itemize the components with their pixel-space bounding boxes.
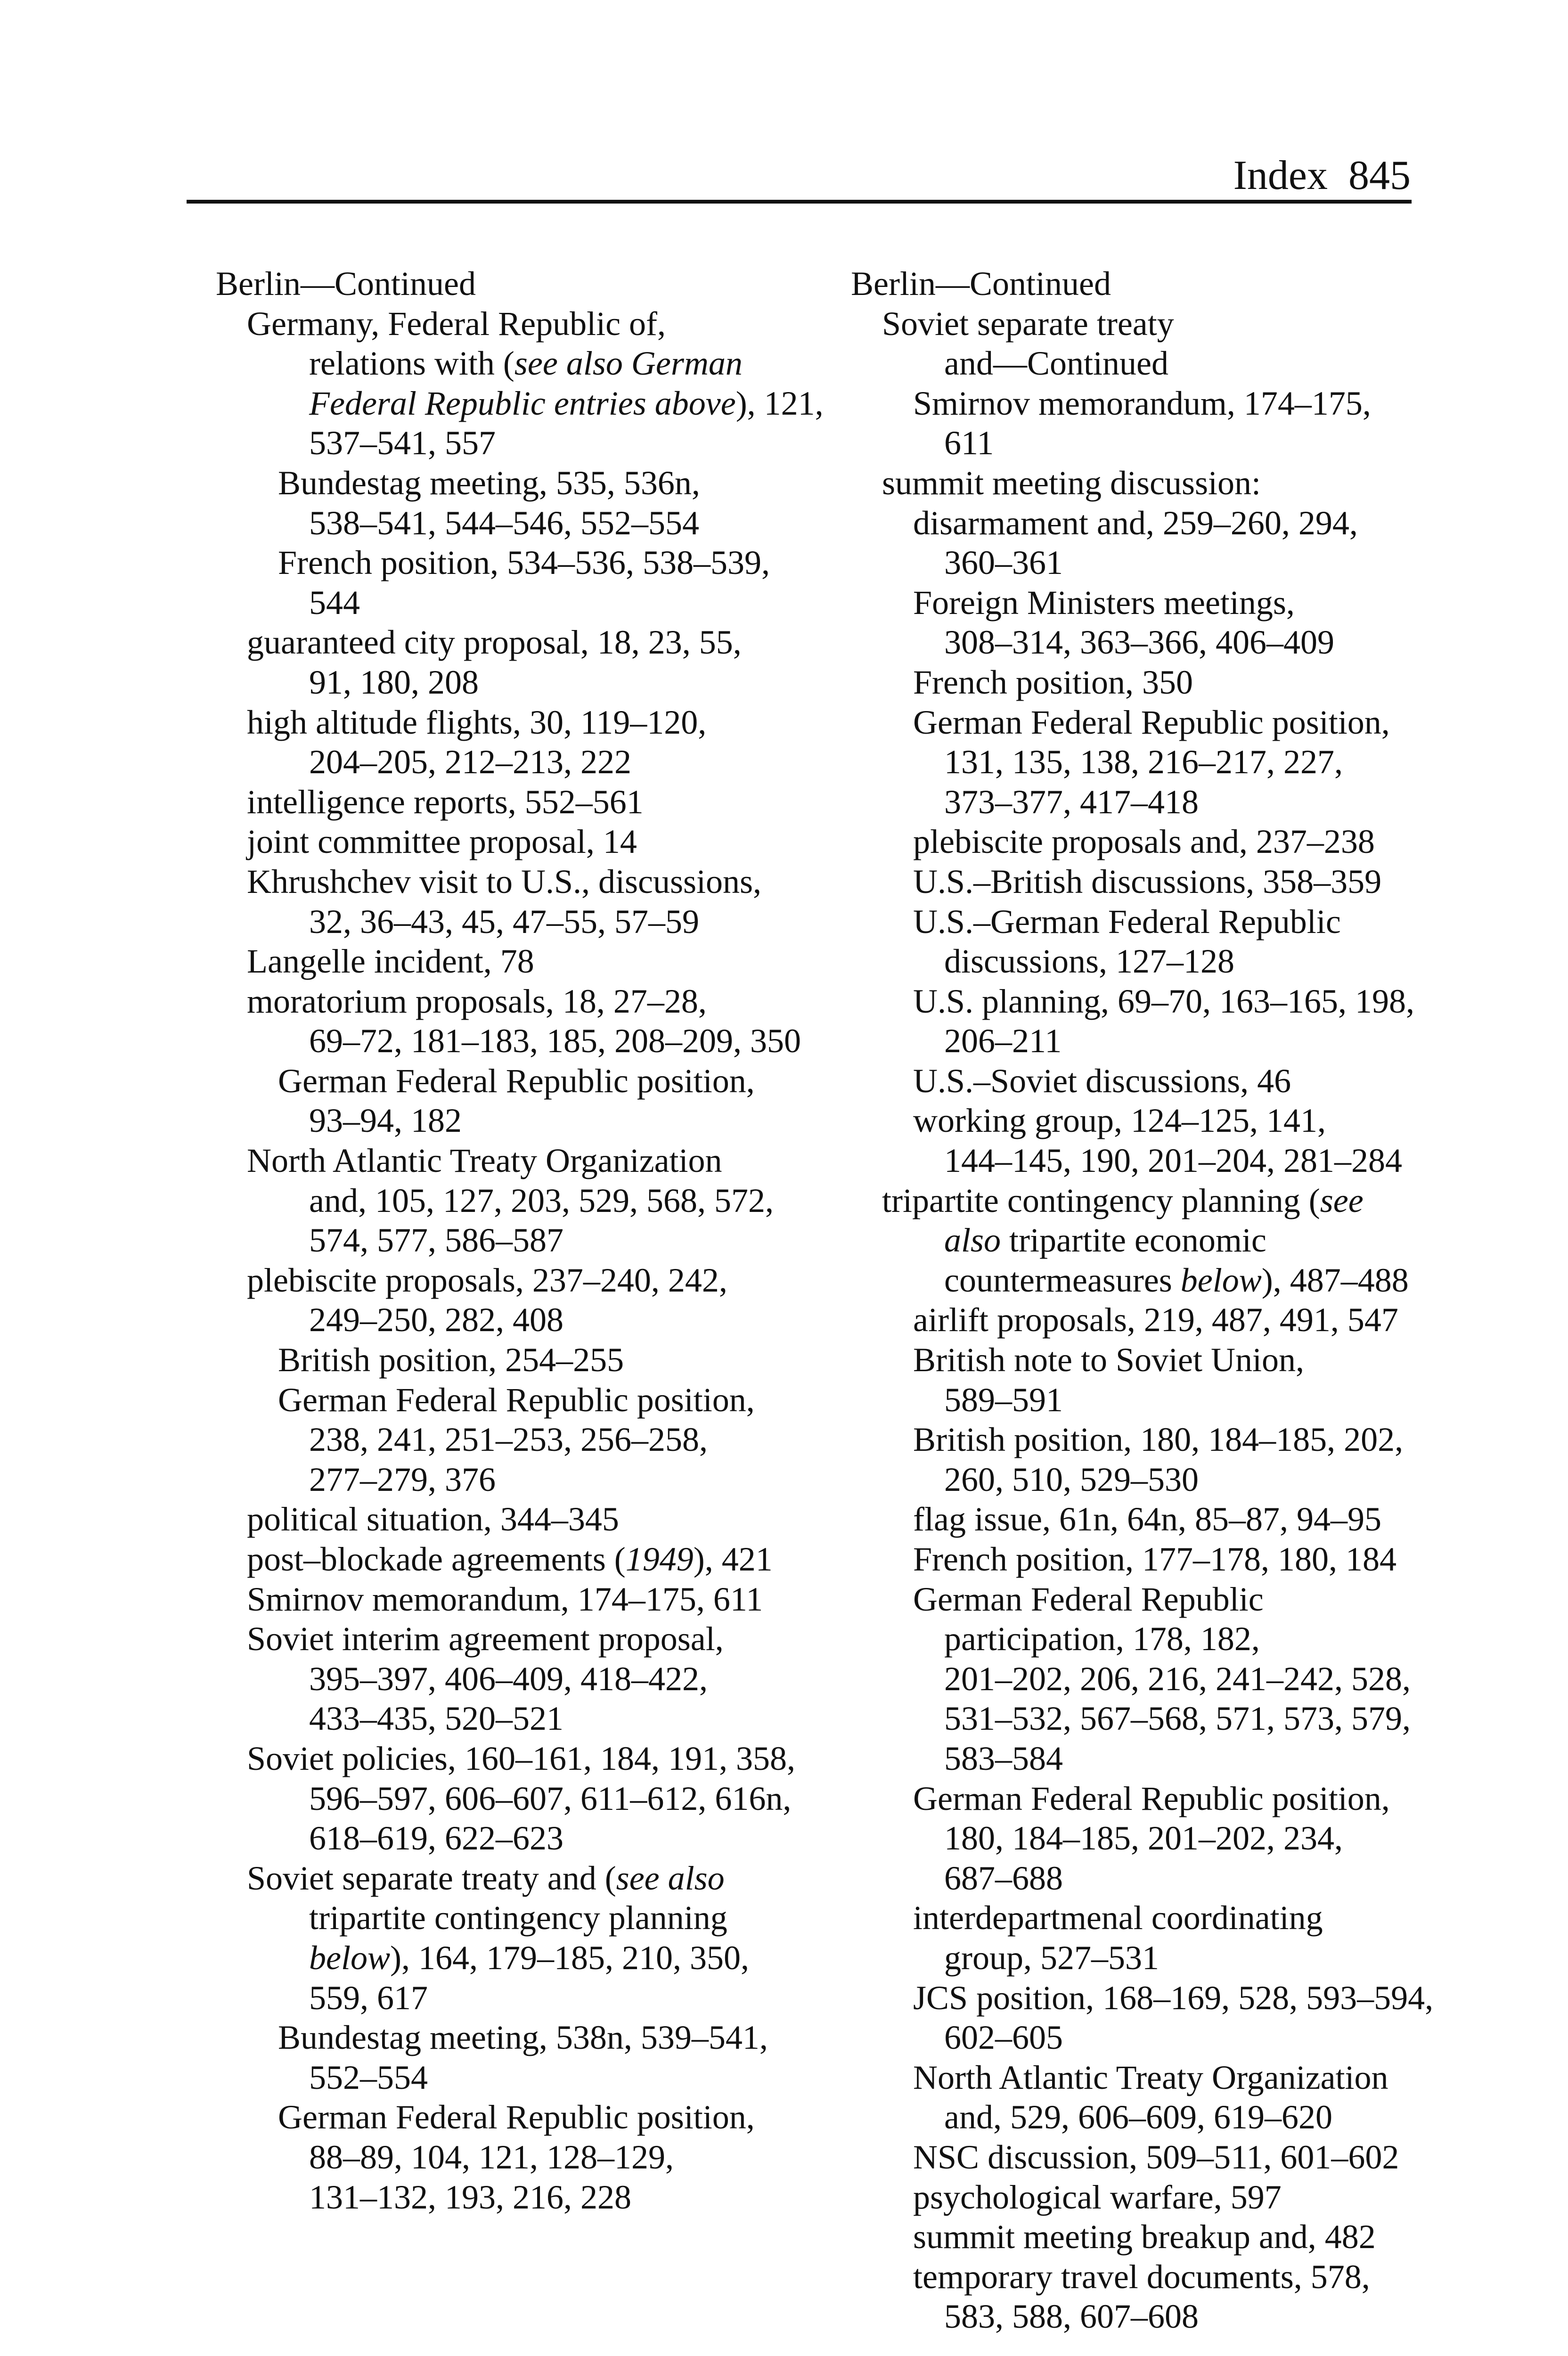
- index-line: 537–541, 557: [309, 424, 496, 462]
- index-line-run: ), 421: [693, 1540, 773, 1578]
- index-line: [216, 1858, 809, 1898]
- index-line: 559, 617: [309, 1979, 428, 2017]
- index-line: tripartite contingency planning: [309, 1899, 727, 1937]
- index-line: 238, 241, 251–253, 256–258,: [309, 1421, 708, 1459]
- index-line: temporary travel documents, 578,: [913, 2258, 1370, 2296]
- index-line: 308–314, 363–366, 406–409: [944, 623, 1334, 662]
- index-line-italic-run: 1949: [625, 1540, 694, 1578]
- index-line: [216, 384, 824, 424]
- index-line: German Federal Republic position,: [278, 2098, 755, 2136]
- index-line: British position, 180, 184–185, 202,: [913, 1421, 1404, 1459]
- index-line: Bundestag meeting, 538n, 539–541,: [278, 2019, 768, 2057]
- index-line-run: tripartite contingency planning (: [882, 1181, 1320, 1219]
- index-line: airlift proposals, 219, 487, 491, 547: [913, 1301, 1398, 1339]
- index-line: Smirnov memorandum, 174–175,: [913, 384, 1371, 422]
- index-line: and, 529, 606–609, 619–620: [944, 2098, 1332, 2136]
- index-line: Germany, Federal Republic of,: [247, 304, 666, 343]
- index-line: 433–435, 520–521: [309, 1700, 564, 1738]
- index-line: [851, 1220, 1416, 1260]
- index-column-left: [216, 264, 824, 2217]
- index-line: [216, 344, 809, 384]
- index-line: NSC discussion, 509–511, 601–602: [913, 2138, 1399, 2176]
- index-line: [851, 1181, 1416, 1221]
- index-line: North Atlantic Treaty Organization: [247, 1142, 722, 1180]
- index-line: 93–94, 182: [309, 1102, 462, 1140]
- index-line-run: relations with (: [309, 344, 514, 383]
- index-line-italic-run: see also German: [514, 344, 743, 383]
- index-line: 531–532, 567–568, 571, 573, 579,: [944, 1700, 1411, 1738]
- index-line: British position, 254–255: [278, 1341, 624, 1379]
- index-line: working group, 124–125, 141,: [913, 1102, 1326, 1140]
- index-line: 69–72, 181–183, 185, 208–209, 350: [309, 1022, 801, 1060]
- index-line: U.S. planning, 69–70, 163–165, 198,: [913, 982, 1415, 1020]
- index-line: Khrushchev visit to U.S., discussions,: [247, 862, 762, 900]
- index-line-run: ), 487–488: [1261, 1261, 1409, 1299]
- index-line: guaranteed city proposal, 18, 23, 55,: [247, 623, 742, 662]
- index-line: French position, 177–178, 180, 184: [913, 1540, 1396, 1578]
- index-line: 687–688: [944, 1859, 1063, 1897]
- index-line: 249–250, 282, 408: [309, 1301, 564, 1339]
- index-line: 260, 510, 529–530: [944, 1460, 1199, 1498]
- index-line-italic-run: below: [1180, 1261, 1262, 1299]
- header-section: Index: [1233, 153, 1328, 198]
- index-line-run: Soviet separate treaty and (: [247, 1859, 616, 1897]
- index-line: Bundestag meeting, 535, 536n,: [278, 464, 700, 502]
- index-line-run: tripartite economic: [1001, 1221, 1266, 1260]
- index-line: Foreign Ministers meetings,: [913, 583, 1295, 622]
- index-line-italic-run: see: [1320, 1181, 1364, 1219]
- index-line: 574, 577, 586–587: [309, 1221, 564, 1260]
- index-line: Soviet interim agreement proposal,: [247, 1620, 724, 1658]
- index-line: Soviet separate treaty: [882, 304, 1174, 343]
- index-line: and, 105, 127, 203, 529, 568, 572,: [309, 1181, 774, 1219]
- index-line: 32, 36–43, 45, 47–55, 57–59: [309, 902, 699, 941]
- index-line-run: ), 121,: [735, 384, 824, 422]
- index-line: 180, 184–185, 201–202, 234,: [944, 1819, 1343, 1857]
- index-line: [216, 1539, 809, 1579]
- index-line: 373–377, 417–418: [944, 783, 1199, 821]
- index-line: 395–397, 406–409, 418–422,: [309, 1660, 708, 1698]
- index-line: and—Continued: [944, 344, 1168, 383]
- index-line: 131, 135, 138, 216–217, 227,: [944, 743, 1343, 781]
- index-line: 144–145, 190, 201–204, 281–284: [944, 1142, 1402, 1180]
- index-line: 596–597, 606–607, 611–612, 616n,: [309, 1779, 792, 1817]
- page-number: 845: [1348, 153, 1411, 198]
- index-line: North Atlantic Treaty Organization: [913, 2058, 1388, 2096]
- index-line: 589–591: [944, 1381, 1063, 1419]
- index-line: summit meeting discussion:: [882, 464, 1261, 502]
- index-line: high altitude flights, 30, 119–120,: [247, 703, 707, 741]
- index-line: 583, 588, 607–608: [944, 2298, 1199, 2336]
- index-line: plebiscite proposals and, 237–238: [913, 823, 1375, 861]
- index-line: interdepartmenal coordinating: [913, 1899, 1323, 1937]
- index-line-run: ), 164, 179–185, 210, 350,: [390, 1939, 749, 1977]
- index-line: French position, 534–536, 538–539,: [278, 544, 770, 582]
- index-line: intelligence reports, 552–561: [247, 783, 644, 821]
- index-line: 544: [309, 583, 360, 622]
- index-line: British note to Soviet Union,: [913, 1341, 1305, 1379]
- index-line: Smirnov memorandum, 174–175, 611: [247, 1580, 763, 1618]
- index-line: plebiscite proposals, 237–240, 242,: [247, 1261, 727, 1299]
- index-line: 583–584: [944, 1739, 1063, 1777]
- index-line: 552–554: [309, 2058, 428, 2096]
- index-line: Berlin—Continued: [851, 265, 1111, 303]
- index-line: flag issue, 61n, 64n, 85–87, 94–95: [913, 1500, 1381, 1538]
- index-line: U.S.–British discussions, 358–359: [913, 862, 1382, 900]
- index-line: Berlin—Continued: [216, 265, 476, 303]
- index-line: German Federal Republic position,: [278, 1381, 755, 1419]
- index-line: 360–361: [944, 544, 1063, 582]
- index-line-run: post–blockade agreements (: [247, 1540, 626, 1578]
- index-line: JCS position, 168–169, 528, 593–594,: [913, 1979, 1434, 2017]
- index-line: Soviet policies, 160–161, 184, 191, 358,: [247, 1739, 795, 1777]
- index-line-italic-run: also: [944, 1221, 1001, 1260]
- index-line: discussions, 127–128: [944, 942, 1235, 981]
- index-line: [851, 1260, 1416, 1301]
- index-line: political situation, 344–345: [247, 1500, 619, 1538]
- index-line: 277–279, 376: [309, 1460, 496, 1498]
- index-line: 131–132, 193, 216, 228: [309, 2178, 631, 2216]
- index-line: U.S.–Soviet discussions, 46: [913, 1062, 1291, 1100]
- index-line: German Federal Republic position,: [278, 1062, 755, 1100]
- index-line: 611: [944, 424, 994, 462]
- index-line: summit meeting breakup and, 482: [913, 2218, 1376, 2256]
- running-header: [187, 150, 1412, 202]
- index-line: moratorium proposals, 18, 27–28,: [247, 982, 707, 1020]
- index-line: French position, 350: [913, 663, 1193, 701]
- index-line: 91, 180, 208: [309, 663, 479, 701]
- index-line: 206–211: [944, 1022, 1062, 1060]
- index-line: group, 527–531: [944, 1939, 1159, 1977]
- index-line: psychological warfare, 597: [913, 2178, 1282, 2216]
- header-rule: [187, 200, 1412, 204]
- index-line: 602–605: [944, 2019, 1063, 2057]
- index-line: 204–205, 212–213, 222: [309, 743, 631, 781]
- index-line: 538–541, 544–546, 552–554: [309, 504, 699, 542]
- index-line: 88–89, 104, 121, 128–129,: [309, 2138, 674, 2176]
- index-line: German Federal Republic: [913, 1580, 1264, 1618]
- index-line: German Federal Republic position,: [913, 703, 1390, 741]
- index-line: Langelle incident, 78: [247, 942, 534, 981]
- index-line: U.S.–German Federal Republic: [913, 902, 1341, 941]
- index-line: participation, 178, 182,: [944, 1620, 1260, 1658]
- index-line-italic-run: below: [309, 1939, 390, 1977]
- index-line: 201–202, 206, 216, 241–242, 528,: [944, 1660, 1411, 1698]
- index-line-italic-run: Federal Republic entries above: [309, 384, 736, 422]
- index-line-italic-run: see also: [616, 1859, 725, 1897]
- index-line-run: countermeasures: [944, 1261, 1181, 1299]
- index-column-right: [851, 264, 1434, 2337]
- index-line: 618–619, 622–623: [309, 1819, 564, 1857]
- index-line: disarmament and, 259–260, 294,: [913, 504, 1358, 542]
- index-line: joint committee proposal, 14: [247, 823, 637, 861]
- index-line: [216, 1938, 809, 1978]
- index-line: German Federal Republic position,: [913, 1779, 1390, 1817]
- header-text: [1233, 150, 1411, 202]
